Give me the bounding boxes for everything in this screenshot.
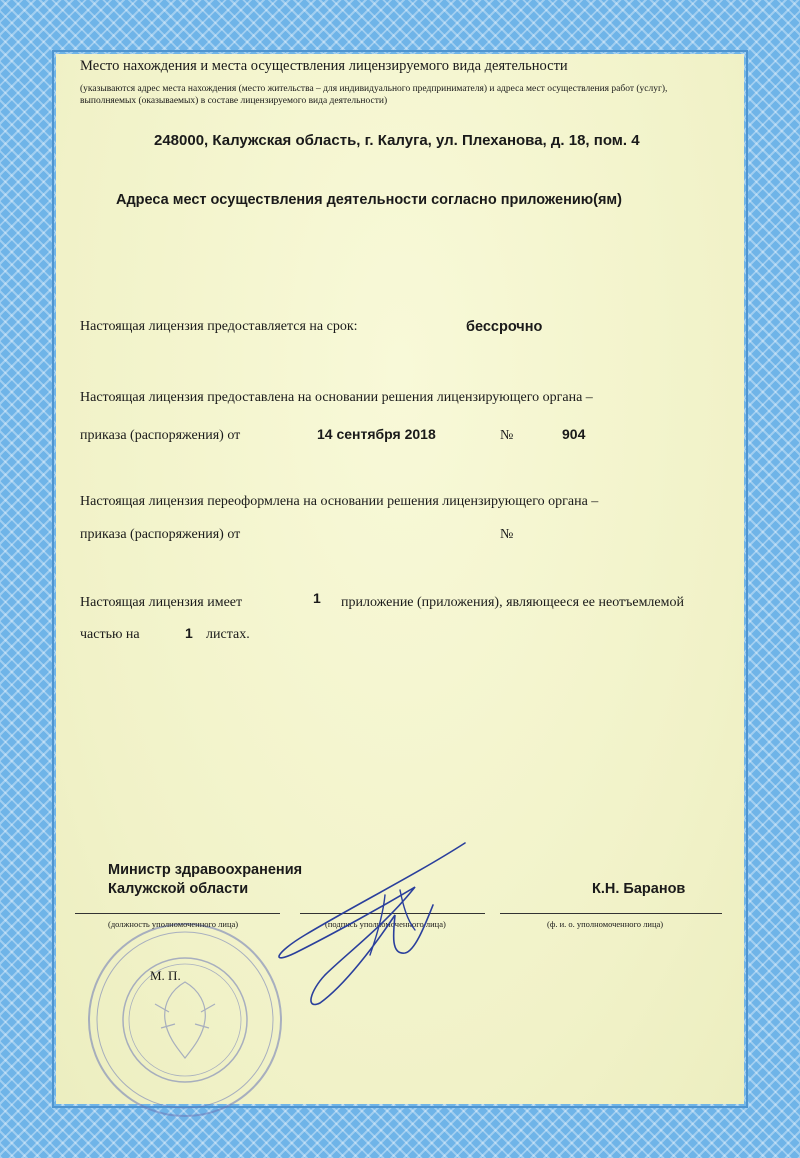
signatory-name: К.Н. Баранов	[592, 881, 686, 897]
name-caption: (ф. и. о. уполномоченного лица)	[547, 919, 664, 929]
appendix-label: Настоящая лицензия имеет	[80, 595, 243, 610]
order-number-sign: №	[500, 428, 514, 443]
handwritten-signature	[265, 835, 475, 1020]
signature-caption: (подпись уполномоченного лица)	[325, 919, 446, 929]
position-underline	[75, 913, 280, 914]
sheets-count: 1	[185, 625, 193, 641]
location-note-line1: (указываются адрес места нахождения (место жительства – для индивидуального предпринимателя) и адреса мест осуществления работ (услуг),	[80, 84, 668, 94]
reissue-order-label: приказа (распоряжения) от	[80, 527, 241, 542]
order-number: 904	[562, 426, 586, 442]
sheets-label: листах.	[206, 627, 250, 642]
term-label: Настоящая лицензия предоставляется на срок:	[80, 319, 358, 334]
stamp-place-label: М. П.	[150, 968, 181, 983]
signatory-position-line2: Калужской области	[108, 881, 249, 897]
order-date: 14 сентября 2018	[317, 426, 436, 442]
license-address: 248000, Калужская область, г. Калуга, ул. Плеханова, д. 18, пом. 4	[154, 132, 640, 149]
reissue-line: Настоящая лицензия переоформлена на основании решения лицензирующего органа –	[80, 494, 599, 509]
part-label: частью на	[80, 627, 140, 642]
term-value: бессрочно	[466, 319, 543, 335]
signatory-position-line1: Министр здравоохранения	[108, 862, 303, 878]
appendix-count: 1	[313, 590, 321, 606]
location-note-line2: выполняемых (оказываемых) в составе лицензируемого вида деятельности)	[80, 96, 388, 106]
position-caption: (должность уполномоченного лица)	[108, 919, 239, 929]
reissue-number-sign: №	[500, 527, 514, 542]
addresses-appendix-note: Адреса мест осуществления деятельности согласно приложению(ям)	[116, 192, 622, 208]
appendix-label-cont: приложение (приложения), являющееся ее неотъемлемой	[341, 595, 684, 610]
order-label: приказа (распоряжения) от	[80, 428, 241, 443]
location-heading: Место нахождения и места осуществления лицензируемого вида деятельности	[80, 58, 568, 74]
basis-line: Настоящая лицензия предоставлена на основании решения лицензирующего органа –	[80, 390, 593, 405]
name-underline	[500, 913, 722, 914]
official-seal	[85, 920, 285, 1120]
